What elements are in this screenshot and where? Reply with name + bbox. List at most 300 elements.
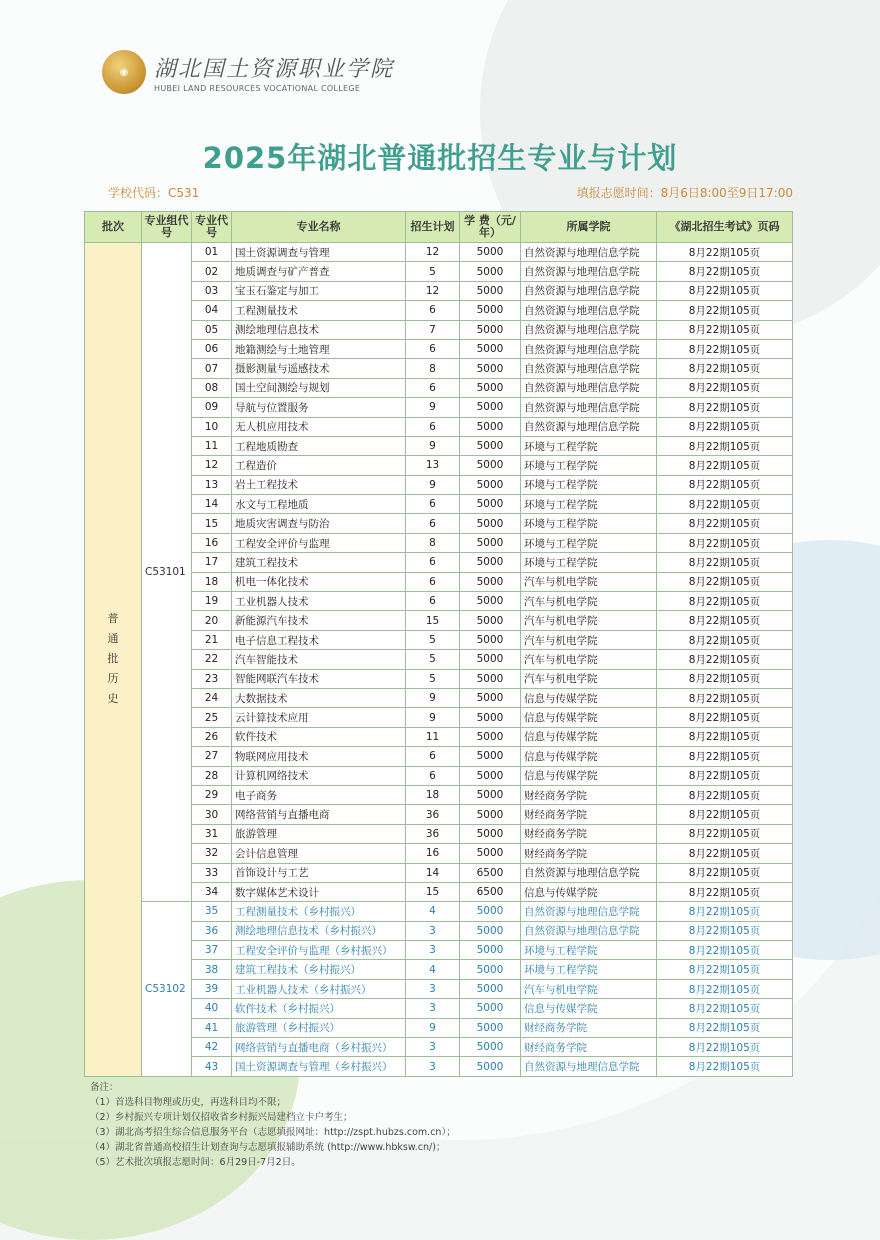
- page-cell: 8月22期105页: [657, 630, 793, 649]
- tuition-cell: 5000: [460, 436, 521, 455]
- plan-cell: 3: [406, 1057, 460, 1076]
- table-row: [85, 495, 793, 514]
- page-cell: 8月22期105页: [657, 533, 793, 552]
- plan-cell: 6: [406, 495, 460, 514]
- header-plan: 招生计划: [406, 212, 460, 243]
- major-name-cell: 旅游管理（乡村振兴）: [232, 1018, 406, 1037]
- plan-cell: 12: [406, 281, 460, 300]
- tuition-cell: 5000: [460, 979, 521, 998]
- page-cell: 8月22期105页: [657, 844, 793, 863]
- college-cell: 信息与传媒学院: [521, 708, 657, 727]
- major-code-cell: 22: [192, 650, 232, 669]
- major-name-cell: 网络营销与直播电商（乡村振兴）: [232, 1038, 406, 1057]
- major-name-cell: 地籍测绘与土地管理: [232, 339, 406, 358]
- page-cell: 8月22期105页: [657, 999, 793, 1018]
- page-cell: 8月22期105页: [657, 301, 793, 320]
- enrollment-plan-table: [84, 211, 793, 1077]
- major-code-cell: 25: [192, 708, 232, 727]
- fill-time: 填报志愿时间：8月6日8:00至9日17:00: [576, 186, 793, 200]
- major-code-cell: 12: [192, 456, 232, 475]
- table-row: [85, 941, 793, 960]
- table-row: [85, 824, 793, 843]
- major-code-cell: 26: [192, 727, 232, 746]
- page-cell: 8月22期105页: [657, 495, 793, 514]
- tuition-cell: 5000: [460, 941, 521, 960]
- major-name-cell: 工程造价: [232, 456, 406, 475]
- tuition-cell: 5000: [460, 495, 521, 514]
- table-row: [85, 592, 793, 611]
- major-code-cell: 27: [192, 747, 232, 766]
- college-cell: 汽车与机电学院: [521, 979, 657, 998]
- table-row: [85, 902, 793, 921]
- table-row: [85, 747, 793, 766]
- major-name-cell: 国土空间测绘与规划: [232, 378, 406, 397]
- plan-cell: 6: [406, 514, 460, 533]
- plan-cell: 3: [406, 921, 460, 940]
- page-cell: 8月22期105页: [657, 572, 793, 591]
- table-row: [85, 921, 793, 940]
- page-cell: 8月22期105页: [657, 921, 793, 940]
- major-code-cell: 35: [192, 902, 232, 921]
- table-row: [85, 475, 793, 494]
- plan-cell: 11: [406, 727, 460, 746]
- page-cell: 8月22期105页: [657, 1057, 793, 1076]
- tuition-cell: 5000: [460, 999, 521, 1018]
- plan-cell: 3: [406, 999, 460, 1018]
- tuition-cell: 5000: [460, 262, 521, 281]
- college-cell: 自然资源与地理信息学院: [521, 378, 657, 397]
- tuition-cell: 5000: [460, 243, 521, 262]
- table-row: [85, 339, 793, 358]
- logo-text: [154, 52, 394, 93]
- tuition-cell: 5000: [460, 921, 521, 940]
- plan-cell: 4: [406, 902, 460, 921]
- table-row: [85, 844, 793, 863]
- major-name-cell: 工程安全评价与监理（乡村振兴）: [232, 941, 406, 960]
- college-cell: 信息与传媒学院: [521, 766, 657, 785]
- major-code-cell: 17: [192, 553, 232, 572]
- tuition-cell: 5000: [460, 785, 521, 804]
- page-cell: 8月22期105页: [657, 1018, 793, 1037]
- college-cell: 汽车与机电学院: [521, 669, 657, 688]
- note-line: （3）湖北高考招生综合信息服务平台（志愿填报网址：http://zspt.hubzs.com.cn）；: [90, 1127, 456, 1138]
- plan-cell: 16: [406, 844, 460, 863]
- college-cell: 信息与传媒学院: [521, 688, 657, 707]
- page-cell: 8月22期105页: [657, 708, 793, 727]
- college-cell: 信息与传媒学院: [521, 999, 657, 1018]
- page-cell: 8月22期105页: [657, 960, 793, 979]
- tuition-cell: 5000: [460, 301, 521, 320]
- page-cell: 8月22期105页: [657, 669, 793, 688]
- plan-cell: 8: [406, 533, 460, 552]
- table-row: [85, 960, 793, 979]
- plan-cell: 9: [406, 398, 460, 417]
- college-cell: 信息与传媒学院: [521, 882, 657, 901]
- tuition-cell: 5000: [460, 688, 521, 707]
- group-code-cell: C53102: [142, 902, 192, 1077]
- table-row: [85, 456, 793, 475]
- page-cell: 8月22期105页: [657, 514, 793, 533]
- table-row: [85, 688, 793, 707]
- college-cell: 汽车与机电学院: [521, 611, 657, 630]
- major-name-cell: 计算机网络技术: [232, 766, 406, 785]
- college-cell: 财经商务学院: [521, 785, 657, 804]
- college-logo: [102, 50, 394, 94]
- college-cell: 财经商务学院: [521, 824, 657, 843]
- table-row: [85, 766, 793, 785]
- college-cell: 财经商务学院: [521, 1018, 657, 1037]
- table-row: [85, 611, 793, 630]
- page-cell: 8月22期105页: [657, 475, 793, 494]
- page-cell: 8月22期105页: [657, 456, 793, 475]
- college-cell: 自然资源与地理信息学院: [521, 320, 657, 339]
- table-row: [85, 1057, 793, 1076]
- college-cell: 自然资源与地理信息学院: [521, 301, 657, 320]
- major-name-cell: 水文与工程地质: [232, 495, 406, 514]
- plan-cell: 7: [406, 320, 460, 339]
- tuition-cell: 5000: [460, 475, 521, 494]
- table-row: [85, 417, 793, 436]
- major-name-cell: 工业机器人技术（乡村振兴）: [232, 979, 406, 998]
- page-cell: 8月22期105页: [657, 941, 793, 960]
- table-row: [85, 514, 793, 533]
- tuition-cell: 6500: [460, 882, 521, 901]
- page-cell: 8月22期105页: [657, 727, 793, 746]
- tuition-cell: 6500: [460, 863, 521, 882]
- logo-chinese-name: 湖北国土资源职业学院: [154, 56, 395, 82]
- tuition-cell: 5000: [460, 630, 521, 649]
- major-code-cell: 39: [192, 979, 232, 998]
- major-code-cell: 02: [192, 262, 232, 281]
- tuition-cell: 5000: [460, 1038, 521, 1057]
- table-row: [85, 262, 793, 281]
- plan-cell: 12: [406, 243, 460, 262]
- page-cell: 8月22期105页: [657, 766, 793, 785]
- tuition-cell: 5000: [460, 533, 521, 552]
- table-row: [85, 1018, 793, 1037]
- plan-cell: 13: [406, 456, 460, 475]
- table-row: [85, 882, 793, 901]
- table-row: [85, 669, 793, 688]
- plan-cell: 5: [406, 630, 460, 649]
- tuition-cell: 5000: [460, 281, 521, 300]
- major-name-cell: 数字媒体艺术设计: [232, 882, 406, 901]
- plan-cell: 6: [406, 747, 460, 766]
- college-cell: 财经商务学院: [521, 844, 657, 863]
- plan-cell: 9: [406, 708, 460, 727]
- plan-cell: 6: [406, 553, 460, 572]
- college-cell: 环境与工程学院: [521, 514, 657, 533]
- page-cell: 8月22期105页: [657, 979, 793, 998]
- header-tuition: 学 费（元/年）: [460, 212, 521, 243]
- page-cell: 8月22期105页: [657, 688, 793, 707]
- major-name-cell: 电子信息工程技术: [232, 630, 406, 649]
- tuition-cell: 5000: [460, 747, 521, 766]
- major-name-cell: 旅游管理: [232, 824, 406, 843]
- plan-cell: 5: [406, 262, 460, 281]
- major-code-cell: 43: [192, 1057, 232, 1076]
- plan-cell: 18: [406, 785, 460, 804]
- major-code-cell: 28: [192, 766, 232, 785]
- major-code-cell: 31: [192, 824, 232, 843]
- major-code-cell: 15: [192, 514, 232, 533]
- tuition-cell: 5000: [460, 805, 521, 824]
- note-line: （5）艺术批次填报志愿时间：6月29日-7月2日。: [90, 1157, 301, 1168]
- college-cell: 环境与工程学院: [521, 456, 657, 475]
- major-code-cell: 01: [192, 243, 232, 262]
- page-cell: 8月22期105页: [657, 805, 793, 824]
- group-code-cell: C53101: [142, 243, 192, 902]
- tuition-cell: 5000: [460, 650, 521, 669]
- major-name-cell: 建筑工程技术: [232, 553, 406, 572]
- major-code-cell: 16: [192, 533, 232, 552]
- college-emblem-icon: ◉: [102, 50, 146, 94]
- plan-cell: 6: [406, 301, 460, 320]
- tuition-cell: 5000: [460, 766, 521, 785]
- major-name-cell: 岩土工程技术: [232, 475, 406, 494]
- plan-cell: 9: [406, 436, 460, 455]
- college-cell: 信息与传媒学院: [521, 747, 657, 766]
- tuition-cell: 5000: [460, 359, 521, 378]
- major-code-cell: 38: [192, 960, 232, 979]
- page-cell: 8月22期105页: [657, 281, 793, 300]
- page-cell: 8月22期105页: [657, 611, 793, 630]
- major-name-cell: 云计算技术应用: [232, 708, 406, 727]
- major-code-cell: 20: [192, 611, 232, 630]
- plan-cell: 5: [406, 669, 460, 688]
- table-row: [85, 727, 793, 746]
- header-major-code: 专业代号: [192, 212, 232, 243]
- page-cell: 8月22期105页: [657, 398, 793, 417]
- page-cell: 8月22期105页: [657, 1038, 793, 1057]
- plan-cell: 9: [406, 1018, 460, 1037]
- note-line: （1）首选科目物理或历史，再选科目均不限；: [90, 1097, 287, 1108]
- plan-cell: 3: [406, 941, 460, 960]
- major-name-cell: 电子商务: [232, 785, 406, 804]
- table-row: [85, 572, 793, 591]
- major-code-cell: 19: [192, 592, 232, 611]
- plan-cell: 6: [406, 378, 460, 397]
- college-cell: 自然资源与地理信息学院: [521, 902, 657, 921]
- college-cell: 自然资源与地理信息学院: [521, 359, 657, 378]
- major-name-cell: 导航与位置服务: [232, 398, 406, 417]
- page-cell: 8月22期105页: [657, 824, 793, 843]
- college-cell: 环境与工程学院: [521, 553, 657, 572]
- table-row: [85, 1038, 793, 1057]
- major-code-cell: 21: [192, 630, 232, 649]
- major-code-cell: 23: [192, 669, 232, 688]
- header-college: 所属学院: [521, 212, 657, 243]
- page-cell: 8月22期105页: [657, 417, 793, 436]
- tuition-cell: 5000: [460, 417, 521, 436]
- major-name-cell: 工业机器人技术: [232, 592, 406, 611]
- page-cell: 8月22期105页: [657, 902, 793, 921]
- plan-cell: 6: [406, 592, 460, 611]
- plan-cell: 36: [406, 824, 460, 843]
- page-cell: 8月22期105页: [657, 863, 793, 882]
- tuition-cell: 5000: [460, 398, 521, 417]
- major-code-cell: 18: [192, 572, 232, 591]
- table-row: [85, 301, 793, 320]
- table-row: [85, 979, 793, 998]
- major-code-cell: 11: [192, 436, 232, 455]
- page-cell: 8月22期105页: [657, 882, 793, 901]
- plan-cell: 9: [406, 475, 460, 494]
- major-code-cell: 37: [192, 941, 232, 960]
- table-row: [85, 999, 793, 1018]
- major-name-cell: 工程测量技术: [232, 301, 406, 320]
- major-name-cell: 测绘地理信息技术: [232, 320, 406, 339]
- major-name-cell: 物联网应用技术: [232, 747, 406, 766]
- college-cell: 汽车与机电学院: [521, 592, 657, 611]
- table-row: [85, 805, 793, 824]
- college-cell: 环境与工程学院: [521, 475, 657, 494]
- page-cell: 8月22期105页: [657, 650, 793, 669]
- tuition-cell: 5000: [460, 727, 521, 746]
- college-cell: 自然资源与地理信息学院: [521, 281, 657, 300]
- college-cell: 自然资源与地理信息学院: [521, 1057, 657, 1076]
- school-code: 学校代码：C531: [108, 186, 200, 200]
- major-name-cell: 新能源汽车技术: [232, 611, 406, 630]
- college-cell: 信息与传媒学院: [521, 727, 657, 746]
- tuition-cell: 5000: [460, 669, 521, 688]
- major-code-cell: 03: [192, 281, 232, 300]
- table-row: [85, 359, 793, 378]
- major-code-cell: 07: [192, 359, 232, 378]
- table-row: [85, 398, 793, 417]
- major-code-cell: 05: [192, 320, 232, 339]
- tuition-cell: 5000: [460, 339, 521, 358]
- major-name-cell: 建筑工程技术（乡村振兴）: [232, 960, 406, 979]
- college-cell: 自然资源与地理信息学院: [521, 417, 657, 436]
- plan-cell: 36: [406, 805, 460, 824]
- college-cell: 自然资源与地理信息学院: [521, 921, 657, 940]
- college-cell: 自然资源与地理信息学院: [521, 243, 657, 262]
- table-row: [85, 553, 793, 572]
- plan-cell: 15: [406, 882, 460, 901]
- major-name-cell: 智能网联汽车技术: [232, 669, 406, 688]
- page-cell: 8月22期105页: [657, 243, 793, 262]
- plan-cell: 14: [406, 863, 460, 882]
- table-row: [85, 436, 793, 455]
- header-major-name: 专业名称: [232, 212, 406, 243]
- major-code-cell: 32: [192, 844, 232, 863]
- major-name-cell: 大数据技术: [232, 688, 406, 707]
- major-name-cell: 工程测量技术（乡村振兴）: [232, 902, 406, 921]
- major-code-cell: 24: [192, 688, 232, 707]
- major-code-cell: 29: [192, 785, 232, 804]
- major-code-cell: 14: [192, 495, 232, 514]
- logo-english-name: HUBEI LAND RESOURCES VOCATIONAL COLLEGE: [154, 83, 361, 93]
- table-row: [85, 281, 793, 300]
- page-cell: 8月22期105页: [657, 592, 793, 611]
- college-cell: 自然资源与地理信息学院: [521, 339, 657, 358]
- college-cell: 环境与工程学院: [521, 436, 657, 455]
- college-cell: 环境与工程学院: [521, 533, 657, 552]
- major-name-cell: 软件技术（乡村振兴）: [232, 999, 406, 1018]
- major-name-cell: 首饰设计与工艺: [232, 863, 406, 882]
- major-code-cell: 08: [192, 378, 232, 397]
- major-code-cell: 34: [192, 882, 232, 901]
- plan-cell: 15: [406, 611, 460, 630]
- major-code-cell: 06: [192, 339, 232, 358]
- table-header-row: [85, 212, 793, 243]
- major-code-cell: 33: [192, 863, 232, 882]
- page-cell: 8月22期105页: [657, 553, 793, 572]
- major-name-cell: 软件技术: [232, 727, 406, 746]
- major-code-cell: 13: [192, 475, 232, 494]
- major-code-cell: 10: [192, 417, 232, 436]
- tuition-cell: 5000: [460, 320, 521, 339]
- table-row: [85, 320, 793, 339]
- header-page: 《湖北招生考试》页码: [657, 212, 793, 243]
- header-batch: 批次: [85, 212, 142, 243]
- major-name-cell: 国土资源调查与管理（乡村振兴）: [232, 1057, 406, 1076]
- tuition-cell: 5000: [460, 708, 521, 727]
- tuition-cell: 5000: [460, 902, 521, 921]
- plan-cell: 6: [406, 572, 460, 591]
- college-cell: 财经商务学院: [521, 805, 657, 824]
- major-name-cell: 宝玉石鉴定与加工: [232, 281, 406, 300]
- tuition-cell: 5000: [460, 553, 521, 572]
- major-name-cell: 国土资源调查与管理: [232, 243, 406, 262]
- college-cell: 汽车与机电学院: [521, 572, 657, 591]
- major-code-cell: 09: [192, 398, 232, 417]
- table-row: [85, 243, 793, 262]
- page-cell: 8月22期105页: [657, 359, 793, 378]
- tuition-cell: 5000: [460, 1057, 521, 1076]
- notes: [90, 1080, 456, 1170]
- note-line: 备注：: [90, 1082, 119, 1093]
- major-code-cell: 36: [192, 921, 232, 940]
- header-group-code: 专业组代号: [142, 212, 192, 243]
- college-cell: 环境与工程学院: [521, 495, 657, 514]
- major-name-cell: 会计信息管理: [232, 844, 406, 863]
- plan-cell: 3: [406, 979, 460, 998]
- plan-cell: 6: [406, 339, 460, 358]
- plan-cell: 8: [406, 359, 460, 378]
- table-row: [85, 863, 793, 882]
- tuition-cell: 5000: [460, 611, 521, 630]
- plan-cell: 9: [406, 688, 460, 707]
- tuition-cell: 5000: [460, 378, 521, 397]
- major-code-cell: 04: [192, 301, 232, 320]
- major-name-cell: 无人机应用技术: [232, 417, 406, 436]
- table-row: [85, 650, 793, 669]
- major-code-cell: 42: [192, 1038, 232, 1057]
- tuition-cell: 5000: [460, 592, 521, 611]
- table-row: [85, 378, 793, 397]
- major-code-cell: 41: [192, 1018, 232, 1037]
- note-line: （2）乡村振兴专项计划仅招收省乡村振兴局建档立卡户考生；: [90, 1112, 353, 1123]
- major-name-cell: 地质调查与矿产普查: [232, 262, 406, 281]
- page-cell: 8月22期105页: [657, 262, 793, 281]
- note-line: （4）湖北省普通高校招生计划查询与志愿填报辅助系统 (http://www.hbksw.cn/)；: [90, 1142, 446, 1153]
- college-cell: 自然资源与地理信息学院: [521, 398, 657, 417]
- page-title: 2025年湖北普通批招生专业与计划: [202, 141, 678, 175]
- page-cell: 8月22期105页: [657, 785, 793, 804]
- page-cell: 8月22期105页: [657, 378, 793, 397]
- major-name-cell: 地质灾害调查与防治: [232, 514, 406, 533]
- college-cell: 财经商务学院: [521, 1038, 657, 1057]
- major-name-cell: 网络营销与直播电商: [232, 805, 406, 824]
- college-cell: 环境与工程学院: [521, 941, 657, 960]
- college-cell: 汽车与机电学院: [521, 630, 657, 649]
- plan-cell: 6: [406, 417, 460, 436]
- tuition-cell: 5000: [460, 572, 521, 591]
- major-name-cell: 工程安全评价与监理: [232, 533, 406, 552]
- tuition-cell: 5000: [460, 456, 521, 475]
